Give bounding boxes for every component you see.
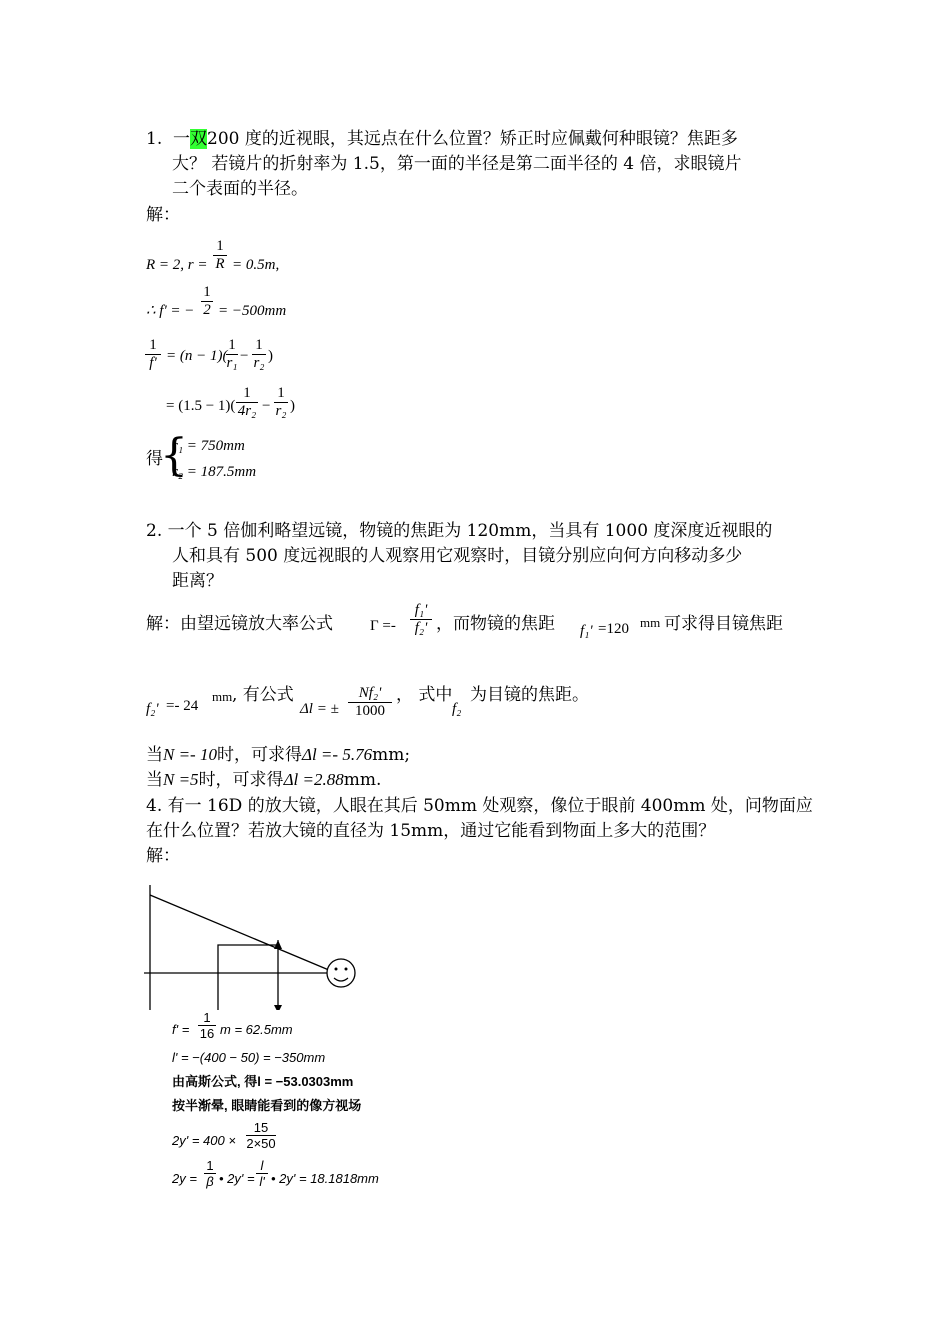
g5-left: 2y' = 400 × [172,1133,236,1148]
eq1-left: R = 2, r = [146,257,208,273]
g2: l' = −(400 − 50) = −350mm [172,1050,326,1065]
result-r2: r₂ = 187.5mm [172,464,257,480]
problem2-sol-f: 为目镜的焦距。 [470,685,589,705]
eye-icon [327,959,355,987]
g4: 按半渐晕, 眼睛能看到的像方视场 [172,1098,362,1113]
problem4-line1: 4. 有一 16D 的放大镜，人眼在其后 50mm 处观察，像位于眼前 400mm 处，问物面应 [146,796,813,816]
g6-left: 2y = [172,1171,197,1186]
problem1-solution-label: 解： [146,205,180,225]
problem2-sol-c: 可求得目镜焦距 [664,614,783,634]
chief-ray [150,895,336,973]
case1: 当N =- 10时，可求得Δl =- 5.76mm; [146,745,411,765]
eq3-fraction-1: 1 r₁ [226,337,238,371]
problem1-line2: 大？ 若镜片的折射率为 1.5，第一面的半径是第二面半径的 4 倍，求眼镜片 [172,154,742,174]
f1-symbol: f₁' [580,623,593,639]
eq4-fraction-1: 1 4r₂ [237,385,257,419]
problem1-line3: 二个表面的半径。 [172,179,308,199]
problem2-line3: 距离？ [172,571,223,591]
eq2-left: ∴ f' = − [146,303,195,319]
g6-mid: • 2y' = [219,1171,255,1186]
problem2-line2: 人和具有 500 度远视眼的人观察用它观察时，目镜分别应向何方向移动多少 [172,546,743,566]
problem4-line2: 在什么位置？若放大镜的直径为 15mm，通过它能看到物面上多大的范围？ [146,821,716,841]
problem2-sol-d: , 有公式 [232,685,294,705]
mm-unit-1: mm [640,615,661,630]
eq4-close: ) [290,398,295,414]
result-r1: r₁ = 750mm [172,438,245,454]
f1-value: =120 [598,621,629,637]
g1-right: m = 62.5mm [220,1022,293,1037]
eq2-fraction: 1 2 [201,284,213,319]
eq3-minus: − [240,348,249,364]
magnification-fraction: f₁' f₂' [410,602,432,637]
eq3-fraction-2: 1 r₂ [253,337,265,371]
problem2-line1: 2. 一个 5 倍伽利略望远镜，物镜的焦距为 120mm，当具有 1000 度深度近视眼的 [146,521,773,541]
problem2-sol-b: ，而物镜的焦距 [436,614,555,634]
gamma-symbol: Γ =- [370,618,396,634]
eq3-mid: = (n − 1)( [166,348,228,364]
f2b-symbol: f₂ [452,701,462,717]
g3: 由高斯公式, 得l = −53.0303mm [172,1074,354,1089]
result-brace: { [160,430,188,481]
f2-symbol: f₂' [146,701,159,717]
mm-unit-2: mm [212,689,233,704]
eq3-close: ) [268,348,273,364]
problem2-sol-e: ， 式中 [396,685,453,705]
eq4-minus: − [262,398,271,414]
lens-arrow-down [274,1005,282,1010]
result-label: 得 [146,449,163,469]
g6-right: • 2y' = 18.1818mm [271,1171,379,1186]
object-marker [218,945,278,1010]
problem2-sol-a: 解：由望远镜放大率公式 [146,614,333,634]
delta-formula: Δl = ± [300,701,339,717]
g6-fraction-1: 1 β [204,1158,216,1189]
eq2-right: = −500mm [218,303,287,319]
g5-fraction: 15 2×50 [246,1120,276,1151]
g1-left: f' = [172,1022,190,1037]
g1-fraction: 1 16 [199,1010,215,1041]
f2-value: =- 24 [166,698,199,714]
case2: 当N =5时，可求得Δl =2.88mm. [146,770,382,790]
delta-fraction: Nf₂' 1000 [348,685,392,720]
highlighted-text: 双 [190,129,208,149]
eq3-fraction-left: 1 f' [145,337,161,372]
g6-fraction-2: l l' [256,1158,268,1189]
eq4-left: = (1.5 − 1)( [166,398,236,414]
eq4-fraction-2: 1 r₂ [275,385,287,419]
problem1-line1: 1. 一双200 度的近视眼，其远点在什么位置？矫正时应佩戴何种眼镜？焦距多 [146,129,738,149]
magnifier-diagram [140,885,370,1010]
problem4-solution-label: 解： [146,846,180,866]
eq1-right: = 0.5m, [232,257,280,273]
eq1-fraction: 1 R [213,238,227,273]
